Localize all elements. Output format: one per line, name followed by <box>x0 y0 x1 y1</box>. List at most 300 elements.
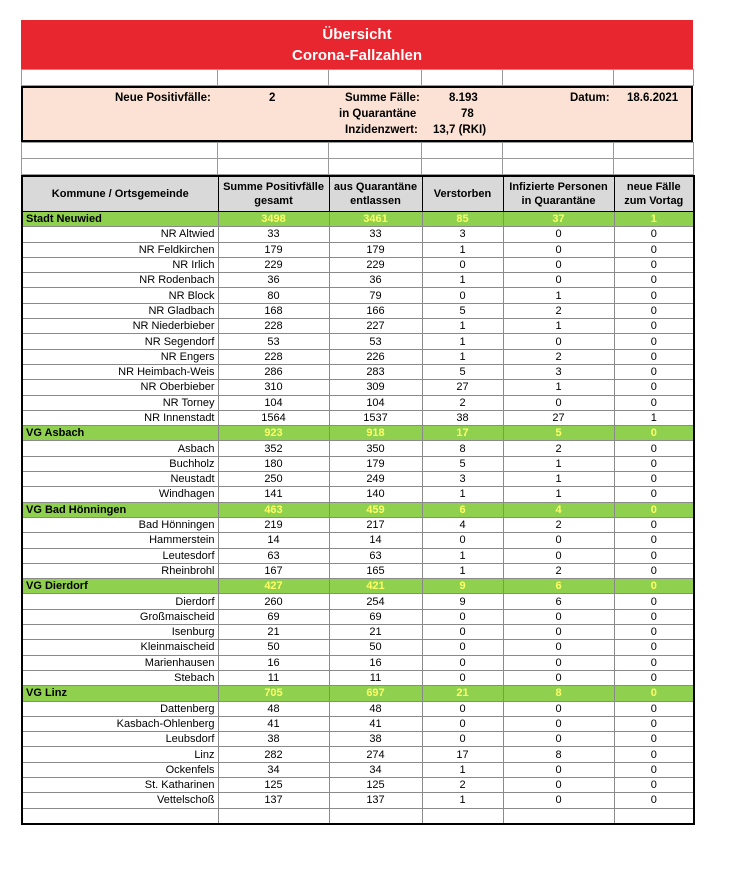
table-cell: 219 <box>218 517 329 532</box>
table-row <box>22 487 694 502</box>
municipality-name: NR Segendorf <box>22 334 218 349</box>
table-cell: 0 <box>614 395 694 410</box>
municipality-name: Kleinmaischeid <box>22 640 218 655</box>
group-total-cell: 4 <box>503 502 614 517</box>
table-cell: 1 <box>503 472 614 487</box>
table-cell: 21 <box>329 625 422 640</box>
table-cell: 0 <box>422 640 503 655</box>
table-cell: 0 <box>422 732 503 747</box>
table-cell: 3 <box>503 364 614 379</box>
table-cell: 0 <box>614 716 694 731</box>
table-cell: 5 <box>422 456 503 471</box>
table-cell: 11 <box>329 670 422 685</box>
table-cell: 2 <box>503 303 614 318</box>
table-cell: 137 <box>329 793 422 808</box>
table-cell: 0 <box>503 533 614 548</box>
table-cell: 8 <box>503 747 614 762</box>
table-cell: 14 <box>329 533 422 548</box>
municipality-name: Neustadt <box>22 472 218 487</box>
municipality-name: NR Feldkirchen <box>22 242 218 257</box>
blank-grid-middle <box>21 142 694 175</box>
table-cell: 9 <box>422 594 503 609</box>
table-cell: 228 <box>218 319 329 334</box>
table-row <box>22 472 694 487</box>
municipality-name: Dattenberg <box>22 701 218 716</box>
municipality-name: Buchholz <box>22 456 218 471</box>
table-cell: 63 <box>329 548 422 563</box>
table-cell: 0 <box>614 609 694 624</box>
table-cell: 27 <box>422 380 503 395</box>
table-cell: 0 <box>614 517 694 532</box>
table-cell: 0 <box>422 288 503 303</box>
table-cell: 2 <box>422 395 503 410</box>
table-cell: 21 <box>218 625 329 640</box>
municipality-name: NR Engers <box>22 349 218 364</box>
table-cell: 33 <box>329 227 422 242</box>
quarantine-label: in Quarantäne <box>339 108 417 120</box>
table-cell: 125 <box>218 777 329 792</box>
table-row <box>22 716 694 731</box>
table-header-row <box>22 176 694 212</box>
table-cell: 1 <box>503 319 614 334</box>
group-total-cell: 463 <box>218 502 329 517</box>
table-cell: 104 <box>329 395 422 410</box>
column-header: Kommune / Ortsgemeinde <box>22 176 218 212</box>
table-row <box>22 670 694 685</box>
group-total-cell: 459 <box>329 502 422 517</box>
table-cell: 0 <box>503 732 614 747</box>
municipality-name: NR Niederbieber <box>22 319 218 334</box>
table-cell: 0 <box>614 319 694 334</box>
table-row <box>22 609 694 624</box>
table-cell: 0 <box>614 456 694 471</box>
table-cell: 53 <box>218 334 329 349</box>
table-row <box>22 747 694 762</box>
table-cell: 0 <box>503 777 614 792</box>
table-cell: 16 <box>329 655 422 670</box>
table-cell: 0 <box>503 701 614 716</box>
table-cell: 0 <box>614 533 694 548</box>
group-name: Stadt Neuwied <box>22 212 218 227</box>
table-cell: 0 <box>614 472 694 487</box>
table-row <box>22 563 694 578</box>
municipality-name: Linz <box>22 747 218 762</box>
table-cell: 0 <box>503 257 614 272</box>
table-cell: 2 <box>503 517 614 532</box>
group-name: VG Linz <box>22 686 218 701</box>
table-cell: 5 <box>422 303 503 318</box>
table-cell: 0 <box>614 563 694 578</box>
table-cell: 0 <box>503 334 614 349</box>
table-cell: 0 <box>422 533 503 548</box>
table-cell: 2 <box>503 349 614 364</box>
table-cell: 0 <box>503 609 614 624</box>
municipality-name: NR Block <box>22 288 218 303</box>
table-cell: 5 <box>422 364 503 379</box>
group-total-cell: 923 <box>218 426 329 441</box>
table-cell: 1 <box>422 349 503 364</box>
table-cell: 254 <box>329 594 422 609</box>
table-cell: 16 <box>218 655 329 670</box>
group-total-cell: 0 <box>614 579 694 594</box>
new-cases-label: Neue Positivfälle: <box>115 92 211 104</box>
table-cell: 50 <box>329 640 422 655</box>
table-cell: 0 <box>422 609 503 624</box>
table-cell: 228 <box>218 349 329 364</box>
table-cell: 1 <box>503 288 614 303</box>
table-cell: 179 <box>218 242 329 257</box>
table-cell: 0 <box>503 227 614 242</box>
table-cell: 0 <box>614 242 694 257</box>
table-cell: 38 <box>422 410 503 425</box>
municipality-name: Rheinbrohl <box>22 563 218 578</box>
table-row <box>22 242 694 257</box>
table-cell: 179 <box>329 242 422 257</box>
table-cell: 1 <box>422 242 503 257</box>
municipality-name: Marienhausen <box>22 655 218 670</box>
group-row <box>22 502 694 517</box>
municipality-name: NR Heimbach-Weis <box>22 364 218 379</box>
blank-cell <box>422 808 503 824</box>
table-cell: 274 <box>329 747 422 762</box>
table-row <box>22 517 694 532</box>
column-header: Verstorben <box>422 176 503 212</box>
municipality-name: NR Torney <box>22 395 218 410</box>
group-total-cell: 85 <box>422 212 503 227</box>
table-cell: 33 <box>218 227 329 242</box>
group-total-cell: 37 <box>503 212 614 227</box>
group-total-cell: 705 <box>218 686 329 701</box>
blank-cell <box>218 808 329 824</box>
table-cell: 38 <box>329 732 422 747</box>
table-cell: 1 <box>614 410 694 425</box>
group-total-cell: 3461 <box>329 212 422 227</box>
municipality-name: Asbach <box>22 441 218 456</box>
table-cell: 0 <box>614 288 694 303</box>
municipality-name: Leutesdorf <box>22 548 218 563</box>
table-cell: 0 <box>503 625 614 640</box>
table-cell: 41 <box>218 716 329 731</box>
table-cell: 1 <box>422 334 503 349</box>
table-row <box>22 548 694 563</box>
table-cell: 0 <box>503 716 614 731</box>
table-cell: 1537 <box>329 410 422 425</box>
table-cell: 6 <box>503 594 614 609</box>
table-cell: 0 <box>614 273 694 288</box>
table-row <box>22 395 694 410</box>
group-total-cell: 427 <box>218 579 329 594</box>
table-cell: 41 <box>329 716 422 731</box>
table-cell: 0 <box>503 640 614 655</box>
group-total-cell: 17 <box>422 426 503 441</box>
title-line-2: Corona-Fallzahlen <box>291 47 422 64</box>
group-total-cell: 0 <box>614 686 694 701</box>
municipality-name: Großmaischeid <box>22 609 218 624</box>
table-cell: 0 <box>614 640 694 655</box>
table-cell: 0 <box>614 334 694 349</box>
municipality-name: Kasbach-Ohlenberg <box>22 716 218 731</box>
table-row <box>22 227 694 242</box>
table-cell: 4 <box>422 517 503 532</box>
table-cell: 1 <box>422 319 503 334</box>
table-cell: 1 <box>503 456 614 471</box>
table-cell: 14 <box>218 533 329 548</box>
table-cell: 80 <box>218 288 329 303</box>
total-cases-value: 8.193 <box>449 92 478 104</box>
corona-overview-sheet <box>21 20 693 825</box>
table-cell: 350 <box>329 441 422 456</box>
table-row <box>22 334 694 349</box>
table-cell: 165 <box>329 563 422 578</box>
table-cell: 141 <box>218 487 329 502</box>
table-cell: 36 <box>329 273 422 288</box>
title-banner <box>21 20 693 69</box>
table-cell: 0 <box>614 227 694 242</box>
table-cell: 309 <box>329 380 422 395</box>
municipality-name: Leubsdorf <box>22 732 218 747</box>
table-row <box>22 303 694 318</box>
summary-box <box>21 86 693 142</box>
table-cell: 0 <box>614 349 694 364</box>
table-cell: 283 <box>329 364 422 379</box>
group-total-cell: 0 <box>614 502 694 517</box>
table-cell: 1 <box>422 548 503 563</box>
column-header: neue Fälle zum Vortag <box>614 176 694 212</box>
municipality-name: NR Oberbieber <box>22 380 218 395</box>
municipality-name: Vettelschoß <box>22 793 218 808</box>
table-row <box>22 410 694 425</box>
table-cell: 1 <box>422 487 503 502</box>
table-cell: 0 <box>614 670 694 685</box>
group-total-cell: 0 <box>614 426 694 441</box>
table-cell: 217 <box>329 517 422 532</box>
table-cell: 69 <box>218 609 329 624</box>
table-cell: 0 <box>614 747 694 762</box>
table-cell: 0 <box>422 655 503 670</box>
table-row <box>22 364 694 379</box>
table-cell: 0 <box>614 655 694 670</box>
column-header: aus Quarantäne entlassen <box>329 176 422 212</box>
table-cell: 36 <box>218 273 329 288</box>
table-row <box>22 793 694 808</box>
table-cell: 1 <box>422 762 503 777</box>
table-cell: 166 <box>329 303 422 318</box>
table-row <box>22 762 694 777</box>
table-cell: 0 <box>503 548 614 563</box>
table-cell: 0 <box>422 625 503 640</box>
table-cell: 310 <box>218 380 329 395</box>
table-row <box>22 777 694 792</box>
table-row <box>22 273 694 288</box>
date-label: Datum: <box>570 92 610 104</box>
table-cell: 0 <box>614 364 694 379</box>
table-cell: 0 <box>503 242 614 257</box>
municipality-name: NR Gladbach <box>22 303 218 318</box>
group-row <box>22 579 694 594</box>
table-cell: 11 <box>218 670 329 685</box>
group-name: VG Dierdorf <box>22 579 218 594</box>
table-cell: 1 <box>422 563 503 578</box>
table-cell: 249 <box>329 472 422 487</box>
group-total-cell: 5 <box>503 426 614 441</box>
new-cases-value: 2 <box>269 92 276 104</box>
group-total-cell: 697 <box>329 686 422 701</box>
table-cell: 3 <box>422 227 503 242</box>
quarantine-value: 78 <box>461 108 474 120</box>
municipality-name: Hammerstein <box>22 533 218 548</box>
group-total-cell: 6 <box>503 579 614 594</box>
table-cell: 179 <box>329 456 422 471</box>
table-row <box>22 349 694 364</box>
table-cell: 0 <box>422 701 503 716</box>
table-cell: 38 <box>218 732 329 747</box>
municipality-name: NR Innenstadt <box>22 410 218 425</box>
date-value: 18.6.2021 <box>627 92 679 104</box>
table-cell: 8 <box>422 441 503 456</box>
group-total-cell: 3498 <box>218 212 329 227</box>
table-cell: 0 <box>503 395 614 410</box>
group-total-cell: 9 <box>422 579 503 594</box>
table-cell: 260 <box>218 594 329 609</box>
table-cell: 125 <box>329 777 422 792</box>
municipality-name: Dierdorf <box>22 594 218 609</box>
table-cell: 0 <box>614 594 694 609</box>
title-line-1: Übersicht <box>322 26 392 43</box>
table-cell: 2 <box>503 563 614 578</box>
table-cell: 0 <box>614 548 694 563</box>
table-cell: 1 <box>503 487 614 502</box>
incidence-label: Inzidenzwert: <box>345 124 418 136</box>
table-row <box>22 441 694 456</box>
table-cell: 17 <box>422 747 503 762</box>
table-cell: 63 <box>218 548 329 563</box>
municipality-name: Bad Hönningen <box>22 517 218 532</box>
table-cell: 229 <box>218 257 329 272</box>
table-cell: 2 <box>422 777 503 792</box>
table-cell: 0 <box>614 380 694 395</box>
table-cell: 53 <box>329 334 422 349</box>
table-row <box>22 594 694 609</box>
column-header: Infizierte Personen in Quarantäne <box>503 176 614 212</box>
table-cell: 69 <box>329 609 422 624</box>
municipality-name: NR Altwied <box>22 227 218 242</box>
group-total-cell: 918 <box>329 426 422 441</box>
table-cell: 0 <box>614 303 694 318</box>
table-cell: 34 <box>218 762 329 777</box>
table-cell: 3 <box>422 472 503 487</box>
group-row <box>22 426 694 441</box>
table-cell: 0 <box>614 762 694 777</box>
table-cell: 229 <box>329 257 422 272</box>
group-total-cell: 421 <box>329 579 422 594</box>
cases-table <box>21 175 695 825</box>
table-row <box>22 319 694 334</box>
table-row <box>22 533 694 548</box>
table-cell: 0 <box>503 273 614 288</box>
table-cell: 226 <box>329 349 422 364</box>
table-cell: 0 <box>503 670 614 685</box>
group-total-cell: 6 <box>422 502 503 517</box>
table-row <box>22 625 694 640</box>
table-cell: 1 <box>422 273 503 288</box>
municipality-name: Isenburg <box>22 625 218 640</box>
municipality-name: Stebach <box>22 670 218 685</box>
blank-cell <box>329 808 422 824</box>
incidence-value: 13,7 (RKI) <box>433 124 487 136</box>
table-cell: 250 <box>218 472 329 487</box>
municipality-name: Ockenfels <box>22 762 218 777</box>
table-cell: 1 <box>503 380 614 395</box>
municipality-name: NR Irlich <box>22 257 218 272</box>
blank-row <box>22 808 694 824</box>
table-cell: 1564 <box>218 410 329 425</box>
table-cell: 0 <box>422 670 503 685</box>
table-cell: 48 <box>329 701 422 716</box>
blank-grid-top <box>21 69 694 86</box>
table-cell: 227 <box>329 319 422 334</box>
municipality-name: Windhagen <box>22 487 218 502</box>
table-cell: 2 <box>503 441 614 456</box>
table-cell: 0 <box>422 257 503 272</box>
table-cell: 0 <box>614 257 694 272</box>
municipality-name: St. Katharinen <box>22 777 218 792</box>
column-header: Summe Positivfälle gesamt <box>218 176 329 212</box>
group-total-cell: 8 <box>503 686 614 701</box>
table-cell: 352 <box>218 441 329 456</box>
group-total-cell: 1 <box>614 212 694 227</box>
table-row <box>22 288 694 303</box>
group-total-cell: 21 <box>422 686 503 701</box>
group-row <box>22 686 694 701</box>
table-row <box>22 257 694 272</box>
table-cell: 180 <box>218 456 329 471</box>
table-cell: 0 <box>422 716 503 731</box>
table-row <box>22 701 694 716</box>
table-cell: 0 <box>614 701 694 716</box>
table-cell: 0 <box>614 777 694 792</box>
table-cell: 0 <box>614 625 694 640</box>
table-cell: 0 <box>614 732 694 747</box>
table-cell: 140 <box>329 487 422 502</box>
table-cell: 27 <box>503 410 614 425</box>
group-row <box>22 212 694 227</box>
table-cell: 168 <box>218 303 329 318</box>
table-cell: 286 <box>218 364 329 379</box>
total-cases-label: Summe Fälle: <box>345 92 420 104</box>
table-cell: 0 <box>614 793 694 808</box>
table-cell: 0 <box>503 793 614 808</box>
table-cell: 0 <box>503 655 614 670</box>
table-cell: 48 <box>218 701 329 716</box>
table-cell: 282 <box>218 747 329 762</box>
table-row <box>22 456 694 471</box>
table-cell: 167 <box>218 563 329 578</box>
group-name: VG Bad Hönningen <box>22 502 218 517</box>
table-row <box>22 640 694 655</box>
municipality-name: NR Rodenbach <box>22 273 218 288</box>
table-cell: 79 <box>329 288 422 303</box>
blank-cell <box>614 808 694 824</box>
blank-cell <box>22 808 218 824</box>
table-cell: 137 <box>218 793 329 808</box>
table-cell: 34 <box>329 762 422 777</box>
table-row <box>22 732 694 747</box>
group-name: VG Asbach <box>22 426 218 441</box>
table-cell: 1 <box>422 793 503 808</box>
table-cell: 104 <box>218 395 329 410</box>
table-cell: 50 <box>218 640 329 655</box>
table-cell: 0 <box>614 487 694 502</box>
